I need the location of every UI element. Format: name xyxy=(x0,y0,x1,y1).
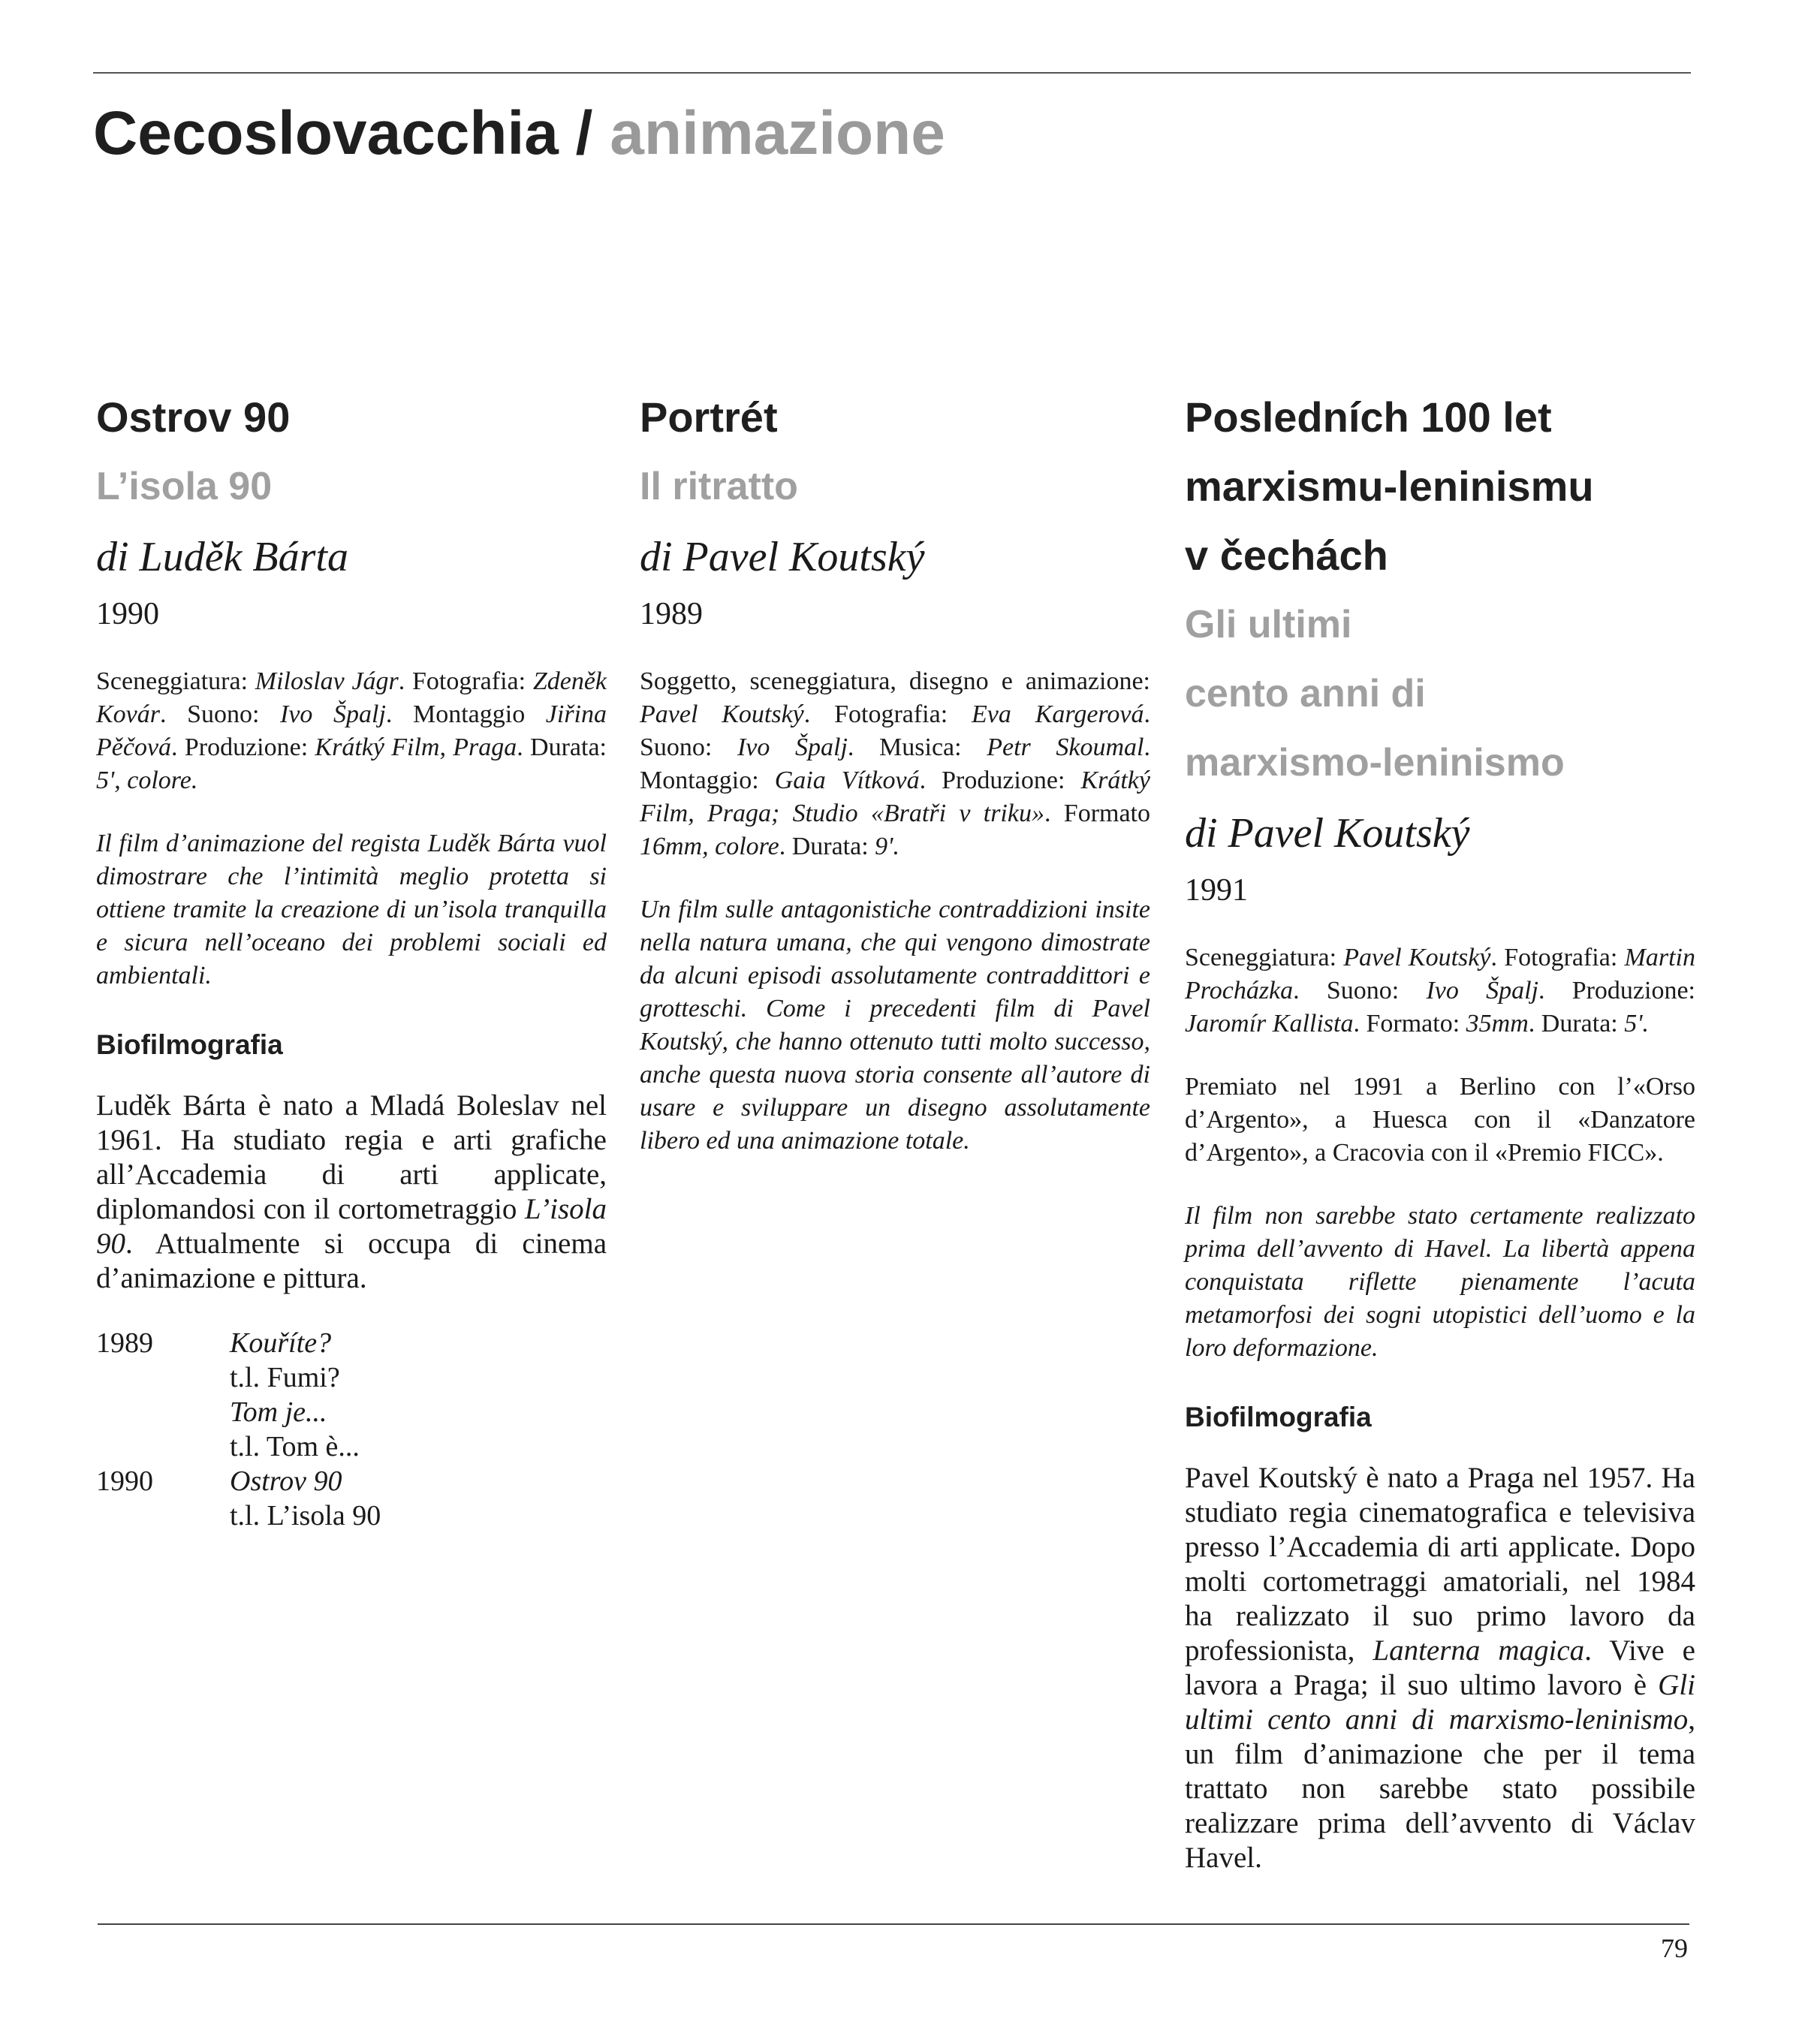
film-director: di Pavel Koutský xyxy=(1185,810,1470,857)
italic-text-run: Zdeněk Kovár xyxy=(96,667,607,728)
text-run: Sceneggiatura: xyxy=(96,667,255,695)
text-run: . Musica: xyxy=(847,733,987,761)
italic-text-run: Jiřina Pěčová xyxy=(96,700,607,761)
film-title-original-line: v čechách xyxy=(1185,532,1388,579)
biography-text xyxy=(96,1089,607,1296)
italic-text-run: Pavel Koutský xyxy=(640,700,804,728)
text-run: Sceneggiatura: xyxy=(1185,944,1344,971)
film-title-italian: L’isola 90 xyxy=(96,465,273,508)
italic-text-run: Ivo Špalj xyxy=(1426,977,1538,1004)
italic-text-run: Miloslav Jágr xyxy=(255,667,399,695)
film-title-original-line: Posledních 100 let xyxy=(1185,393,1552,441)
text-run: . Montaggio xyxy=(385,700,546,728)
text-run: . Attualmente si occupa di cinema d’animazione e pittura. xyxy=(96,1227,607,1294)
film-title-original: Ostrov 90 xyxy=(96,393,291,441)
italic-text-run: 9'. xyxy=(875,833,899,860)
film-column-portret xyxy=(640,383,1150,1188)
text-run: . Formato: xyxy=(1353,1010,1466,1038)
film-title-italian-line: marxismo-leninismo xyxy=(1185,741,1565,785)
film-credits xyxy=(96,665,607,797)
text-run: . Montaggio: xyxy=(640,733,1150,794)
bottom-rule xyxy=(98,1923,1689,1925)
film-title-italian-line: cento anni di xyxy=(1185,672,1426,715)
filmography-list xyxy=(96,1326,607,1533)
filmography-year: 1989 xyxy=(96,1327,153,1359)
italic-text-run: L’isola 90 xyxy=(96,1193,607,1260)
film-synopsis: Il film non sarebbe stato certamente realizzato prima dell’avvento di Havel. La libertà appena conquistata riflette pienamente l’acuta metamorfosi dei sogni utopistici dell’uomo e la loro deformazione. xyxy=(1185,1202,1695,1362)
italic-text-run: Pavel Koutský xyxy=(1343,944,1491,971)
text-run: . Durata: xyxy=(779,833,875,860)
italic-text-run: Ivo Špalj xyxy=(280,700,386,728)
biography-text xyxy=(1185,1461,1695,1875)
italic-text-run: Lanterna magica xyxy=(1373,1634,1585,1667)
film-column-poslednich xyxy=(1185,383,1695,1905)
biofilmography-heading: Biofilmografia xyxy=(1185,1402,1372,1432)
film-title-italian-line: Gli ultimi xyxy=(1185,603,1352,646)
text-run: . Durata: xyxy=(517,733,607,761)
title-section: animazione xyxy=(610,99,945,167)
italic-text-run: Gli ultimi cento anni di marxismo-leninismo xyxy=(1185,1669,1695,1736)
page-number: 79 xyxy=(1661,1933,1688,1963)
text-run: . Fotografia: xyxy=(1490,944,1625,971)
text-run: . Durata: xyxy=(1528,1010,1625,1038)
text-run: Soggetto, sceneggiatura, disegno e animazione: xyxy=(640,667,1150,695)
title-country: Cecoslovacchia xyxy=(93,99,559,167)
biofilmography-heading: Biofilmografia xyxy=(96,1029,283,1060)
filmography-translation: t.l. Fumi? xyxy=(230,1362,340,1393)
text-run: Pavel Koutský è nato a Praga nel 1957. Ha studiato regia cinematografica e televisiva presso l’Accademia di arti applicate. Dopo molti cortometraggi amatoriali, nel 1984 ha realizzato il suo primo lavoro da professionista, xyxy=(1185,1462,1695,1667)
text-run: . Produzione: xyxy=(1538,977,1696,1004)
italic-text-run: Krátký Film, Praga xyxy=(315,733,517,761)
text-run: . Produzione: xyxy=(171,733,315,761)
filmography-title: Kouříte? xyxy=(230,1327,332,1359)
italic-text-run: 5', colore. xyxy=(96,767,198,794)
film-director: di Pavel Koutský xyxy=(640,534,925,580)
film-synopsis: Il film d’animazione del regista Luděk Bárta vuol dimostrare che l’intimità meglio protetta si ottiene tramite la creazione di un’isola tranquilla e sicura nell’oceano dei problemi sociali ed ambientali. xyxy=(96,830,607,989)
film-title-original-line: marxismu-leninismu xyxy=(1185,462,1594,510)
italic-text-run: Jaromír Kallista xyxy=(1185,1010,1354,1038)
italic-text-run: Eva Kargerová xyxy=(972,700,1144,728)
italic-text-run: 35mm xyxy=(1466,1010,1529,1038)
filmography-title: Ostrov 90 xyxy=(230,1465,342,1497)
film-year: 1991 xyxy=(1185,873,1248,908)
film-title-italian xyxy=(1185,590,1695,797)
text-run: Luděk Bárta è nato a Mladá Boleslav nel 1961. Ha studiato regia e arti grafiche all’Accademia di arti applicate, diplomandosi con il cortometraggio xyxy=(96,1089,607,1225)
film-title-italian: Il ritratto xyxy=(640,465,798,508)
italic-text-run: 5'. xyxy=(1624,1010,1650,1038)
film-title-original: Portrét xyxy=(640,393,778,441)
film-credits xyxy=(640,665,1150,863)
italic-text-run: Petr Skoumal xyxy=(987,733,1144,761)
text-run: . Vive e lavora a Praga; il suo ultimo lavoro è xyxy=(1185,1634,1695,1701)
film-title-original xyxy=(1185,383,1695,590)
italic-text-run: Martin Procházka xyxy=(1185,944,1695,1004)
text-run: . Fotografia: xyxy=(398,667,533,695)
film-director: di Luděk Bárta xyxy=(96,534,348,580)
text-run: , un film d’animazione che per il tema trattato non sarebbe stato possibile realizzare prima dell’avvento di Václav Havel. xyxy=(1185,1703,1695,1874)
text-run: . Fotografia: xyxy=(803,700,972,728)
italic-text-run: Krátký Film, Praga; Studio «Bratři v triku» xyxy=(640,767,1150,827)
film-credits xyxy=(1185,941,1695,1041)
title-separator: / xyxy=(558,99,610,167)
page-title xyxy=(93,96,945,171)
filmography-year: 1990 xyxy=(96,1465,153,1497)
film-year: 1989 xyxy=(640,597,703,631)
text-run: . Produzione: xyxy=(919,767,1081,794)
text-run: . Suono: xyxy=(640,700,1150,761)
film-synopsis: Un film sulle antagonistiche contraddizioni insite nella natura umana, che qui vengono dimostrate da alcuni episodi assolutamente contraddittori e grotteschi. Come i precedenti film di Pavel Koutský, che hanno ottenuto tutti molto successo, anche questa nuova storia consente all’autore di usare e sviluppare un disegno assolutamente libero ed una animazione totale. xyxy=(640,896,1150,1155)
top-rule xyxy=(93,72,1691,74)
film-column-ostrov xyxy=(96,383,607,1533)
filmography-title: Tom je... xyxy=(230,1396,327,1428)
filmography-translation: t.l. L’isola 90 xyxy=(230,1500,381,1532)
italic-text-run: 16mm, colore xyxy=(640,833,779,860)
text-run: . Suono: xyxy=(160,700,281,728)
italic-text-run: Gaia Vítková xyxy=(774,767,920,794)
italic-text-run: Ivo Špalj xyxy=(737,733,848,761)
filmography-translation: t.l. Tom è... xyxy=(230,1431,360,1462)
film-year: 1990 xyxy=(96,597,159,631)
text-run: . Formato xyxy=(1044,800,1151,827)
film-awards: Premiato nel 1991 a Berlino con l’«Orso d’Argento», a Huesca con il «Danzatore d’Argento», a Cracovia con il «Premio FICC». xyxy=(1185,1073,1695,1167)
text-run: . Suono: xyxy=(1293,977,1427,1004)
